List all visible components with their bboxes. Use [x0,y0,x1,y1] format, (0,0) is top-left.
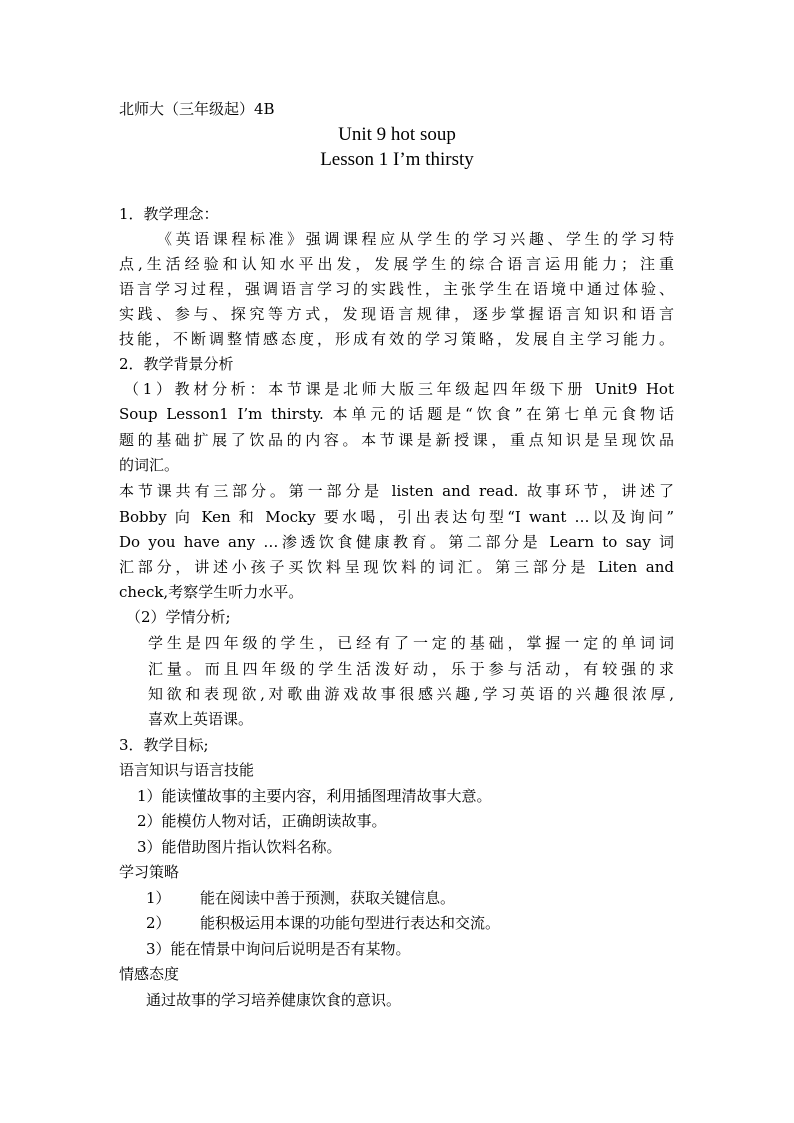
lesson-title: Lesson 1 I’m thirsty [320,149,474,170]
section-2-learners-line: 学生是四年级的学生，已经有了一定的基础，掌握一定的单词词 [148,634,674,652]
section-3-subheading-language: 语言知识与语言技能 [119,761,255,779]
section-1-paragraph-line: 点,生活经验和认知水平出发，发展学生的综合语言运用能力；注重 [119,255,674,273]
strategy-goal-text: 能在阅读中善于预测，获取关键信息。 [200,889,456,907]
section-1-heading: 1．教学理念： [119,205,219,223]
section-2-text-line: 的词汇。 [119,456,180,474]
strategy-goal-number: 1） [146,889,171,907]
section-2-text-line: 题的基础扩展了饮品的内容。本节课是新授课，重点知识是呈现饮品 [119,431,674,449]
unit-title: Unit 9 hot soup [338,124,456,145]
section-2-heading: 2．教学背景分析 [119,355,234,373]
section-1-paragraph-line: 语言学习过程，强调语言学习的实践性，主张学生在语境中通过体验、 [119,280,674,298]
section-3-subheading-attitude: 情感态度 [119,965,180,983]
section-2-learners-line: 知欲和表现欲,对歌曲游戏故事很感兴趣,学习英语的兴趣很浓厚, [148,685,674,703]
section-2-subheading-materials: （1）教材分析：本节课是北师大版三年级起四年级下册 Unit9 Hot [124,380,674,398]
section-2-text-line: check,考察学生听力水平。 [119,583,304,601]
section-1-paragraph-line: 实践、参与、探究等方式，发现语言规律，逐步掌握语言知识和语言 [119,305,674,323]
language-goal-item: 2）能模仿人物对话，正确朗读故事。 [137,812,387,830]
section-1-paragraph-line: 技能，不断调整情感态度，形成有效的学习策略，发展自主学习能力。 [119,330,674,348]
language-goal-item: 3）能借助图片指认饮料名称。 [137,838,342,856]
section-2-text-line: Bobby 向 Ken 和 Mocky 要水喝，引出表达句型“I want …以及询问” [119,508,674,526]
section-3-subheading-strategy: 学习策略 [119,863,180,881]
strategy-goal-item: 3）能在情景中询问后说明是否有某物。 [146,940,411,958]
document-header: 北师大（三年级起）4B [119,100,275,118]
section-2-text-line: 汇部分，讲述小孩子买饮料呈现饮料的词汇。第三部分是 Liten and [119,558,674,576]
section-1-paragraph-line: 《英语课程标准》强调课程应从学生的学习兴趣、学生的学习特 [157,230,674,248]
language-goal-item: 1）能读懂故事的主要内容，利用插图理清故事大意。 [137,787,492,805]
section-2-text-line: Do you have any …渗透饮食健康教育。第二部分是 Learn to say 词 [119,533,674,551]
section-2-text-line: 本节课共有三部分。第一部分是 listen and read. 故事环节，讲述了 [119,482,674,500]
section-3-heading: 3．教学目标; [119,736,209,754]
section-2-learners-line: 汇量。而且四年级的学生活泼好动，乐于参与活动，有较强的求 [148,660,674,678]
strategy-goal-text: 能积极运用本课的功能句型进行表达和交流。 [200,914,501,932]
attitude-goal-item: 通过故事的学习培养健康饮食的意识。 [146,991,402,1009]
section-2-subheading-learners: （2）学情分析; [126,608,231,626]
strategy-goal-number: 2） [146,914,171,932]
section-2-learners-line: 喜欢上英语课。 [148,710,254,728]
section-2-text-line: Soup Lesson1 I’m thirsty. 本单元的话题是“饮食”在第七单元食物话 [119,405,674,423]
